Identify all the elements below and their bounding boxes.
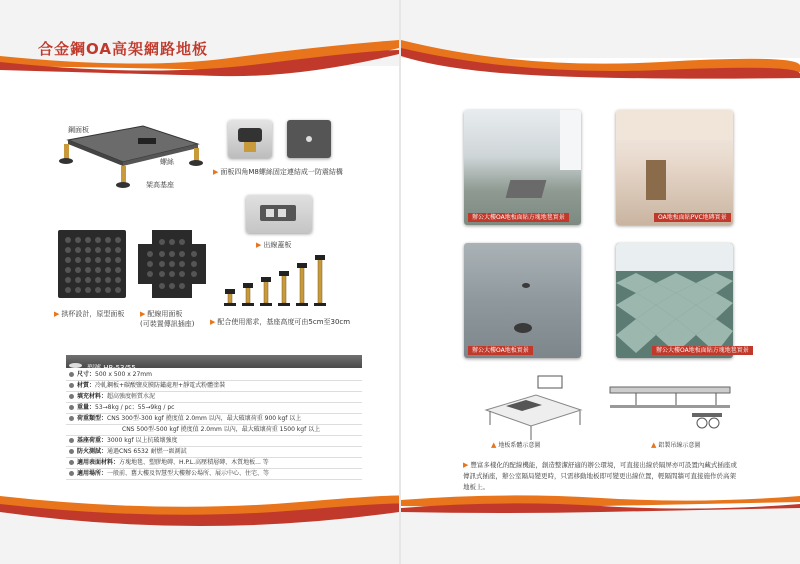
spec-row: 填充材料：超高強度輕質水泥 — [66, 392, 362, 403]
pvc-tile-photo — [616, 110, 733, 225]
spec-row: CNS 500型-500 kgf 撓度值 2.0mm 以內，最大破壞荷重 1500 kgf 以上 — [66, 425, 362, 436]
triangle-bullet-icon: ▲ — [491, 441, 497, 449]
spec-row: 荷重類型：CNS 300型-300 kgf 撓度值 2.0mm 以內，最大破壞荷重 900 kgf 以上 — [66, 414, 362, 425]
header-swoosh — [401, 0, 800, 80]
photo-caption: OA地板面貼PVC地磚實景 — [654, 213, 731, 222]
bullet-icon — [69, 449, 74, 454]
left-page — [0, 0, 399, 564]
pedestal-lineup-image — [220, 255, 350, 310]
triangle-bullet-icon: ▶ — [140, 310, 146, 318]
spec-row: 尺寸：500 x 500 x 27mm — [66, 370, 362, 381]
screw-closeup-photo — [287, 120, 331, 158]
spec-row: 防火測試：通過CNS 6532 耐燃一級測試 — [66, 447, 362, 458]
photo-caption: 辦公大樓OA地板實景 — [468, 346, 533, 355]
spec-row: 適用表面材料：方塊地毯、塑膠地磚、H.P.L.高壓積層磚、木質地板... 等 — [66, 458, 362, 469]
office-floor-photo — [464, 243, 581, 358]
photo-caption: 辦公大樓OA地板面貼方塊地毯實景 — [652, 346, 753, 355]
bullet-icon — [69, 394, 74, 399]
bullet-icon — [69, 383, 74, 388]
footer-swoosh — [0, 490, 399, 564]
triangle-bullet-icon: ▶ — [213, 168, 219, 176]
spec-header — [66, 355, 362, 372]
wiring-subnote: (可裝置傳訊插座) — [140, 320, 195, 328]
diagram-caption: ▲ 地板系體示意圖 — [491, 441, 541, 449]
height-note: ▶ 配合使用需求，基座高度可由5cm至30cm — [210, 318, 351, 326]
spec-model: 型號 HR-53/55 — [87, 364, 136, 372]
diagram-caption: ▲ 鋁製吊線示意圖 — [651, 441, 701, 449]
photo-caption: 辦公大樓OA地板面貼方塊地毯實景 — [468, 213, 569, 222]
bullet-icon — [69, 416, 74, 421]
triangle-bullet-icon: ▶ — [210, 318, 216, 326]
triangle-bullet-icon: ▶ — [54, 310, 60, 318]
bullet-icon — [69, 405, 74, 410]
callout-screw: 螺絲 — [160, 158, 174, 166]
checker-carpet-photo — [616, 243, 733, 358]
aluminum-hanger-diagram — [606, 375, 736, 440]
m8-note: ▶ 面板四角M8螺絲固定連結成一防震結構 — [213, 168, 343, 176]
arch-panel-image — [58, 230, 126, 298]
triangle-bullet-icon: ▶ — [256, 241, 262, 249]
footer-swoosh — [401, 490, 800, 564]
right-page — [401, 0, 800, 564]
bullet-icon — [69, 471, 74, 476]
arch-note: ▶ 拱杯設計，原型面板 — [54, 310, 125, 318]
bullet-icon — [69, 438, 74, 443]
bullet-icon — [69, 460, 74, 465]
wiring-panel-image — [138, 230, 206, 298]
page-title: 合金鋼OA高架網路地板 — [38, 40, 208, 58]
office-carpet-photo — [464, 110, 581, 225]
corner-closeup-photo — [228, 120, 272, 158]
triangle-bullet-icon: ▲ — [651, 441, 657, 449]
spec-row: 基座荷重：3000 kgf 以上抗破壞強度 — [66, 436, 362, 447]
spec-row: 適用場所：一般前、舊大樓及智慧型大樓辦公場所、展示中心、住宅、等 — [66, 469, 362, 480]
outlet-note: ▶ 出線蓋板 — [256, 241, 292, 249]
outlet-cover-photo — [246, 195, 312, 233]
spec-row: 材質：冷軋鋼板+碳酸鹽皮膜防鏽處理+靜電式粉體塗裝 — [66, 381, 362, 392]
spec-row: 重量：53→8kg / pc；55→9kg / pc — [66, 403, 362, 414]
callout-base: 架高基座 — [146, 181, 174, 189]
bullet-icon — [69, 363, 82, 368]
triangle-bullet-icon: ▶ — [463, 461, 469, 469]
floor-system-diagram — [476, 370, 586, 450]
callout-panel: 鋼面板 — [68, 126, 89, 134]
wiring-note: ▶ 配線用面板 — [140, 310, 183, 318]
description-text: ▶ 豐富多樣化的配線機能，創造整潔舒適的辦公環境，可直接出線於隔屏亦可設置內藏式插座或傳訊式插座，辦公室隔局變更時，只需移動地板即可變更出線位置，輕隔間牆可直接施作於高架地板上。 — [463, 461, 737, 491]
bullet-icon — [69, 372, 74, 377]
